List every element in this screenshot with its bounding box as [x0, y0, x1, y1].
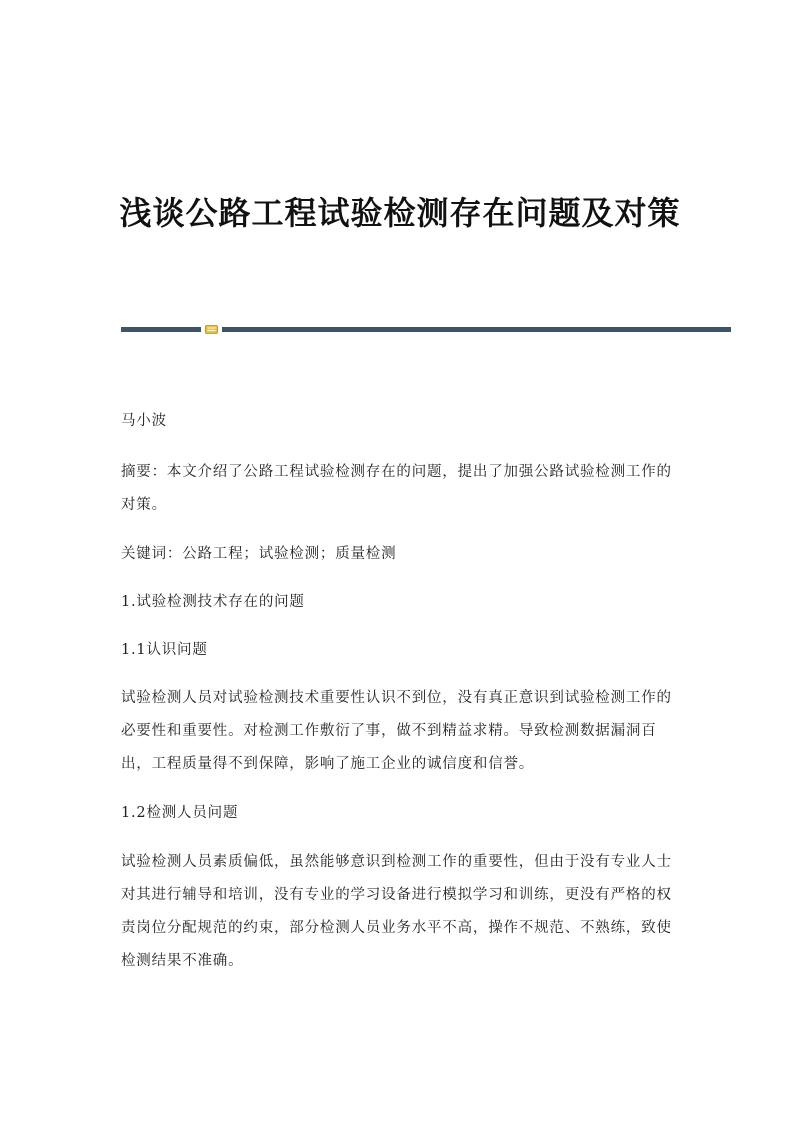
section-body-1-2: 试验检测人员素质偏低，虽然能够意识到检测工作的重要性，但由于没有专业人士对其进行辅导和培训，没有专业的学习设备进行模拟学习和训练，更没有严格的权责岗位分配规范的约束，部分检测人员业务水平不高，操作不规范、不熟练，致使检测结果不准确。 — [121, 854, 672, 969]
document-body — [121, 405, 681, 1004]
section-body-1-1: 试验检测人员对试验检测技术重要性认识不到位，没有真正意识到试验检测工作的必要性和重要性。对检测工作敷衍了事，做不到精益求精。导致检测数据漏洞百出，工程质量得不到保障，影响了施工企业的诚信度和信誉。 — [121, 690, 672, 772]
divider-bar-right — [222, 327, 731, 332]
section-heading-1-2: 1.2检测人员问题 — [121, 805, 239, 821]
section-heading-1: 1.试验检测技术存在的问题 — [121, 594, 305, 610]
abstract: 摘要：本文介绍了公路工程试验检测存在的问题，提出了加强公路试验检测工作的对策。 — [121, 464, 672, 513]
author-name: 马小波 — [121, 413, 167, 429]
document-title: 浅谈公路工程试验检测存在问题及对策 — [119, 194, 681, 232]
divider-bar-left — [121, 327, 201, 332]
section-heading-1-1: 1.1认识问题 — [121, 642, 208, 658]
keywords: 关键词：公路工程；试验检测；质量检测 — [121, 546, 397, 562]
title-divider — [121, 325, 731, 332]
document-icon — [205, 325, 218, 334]
